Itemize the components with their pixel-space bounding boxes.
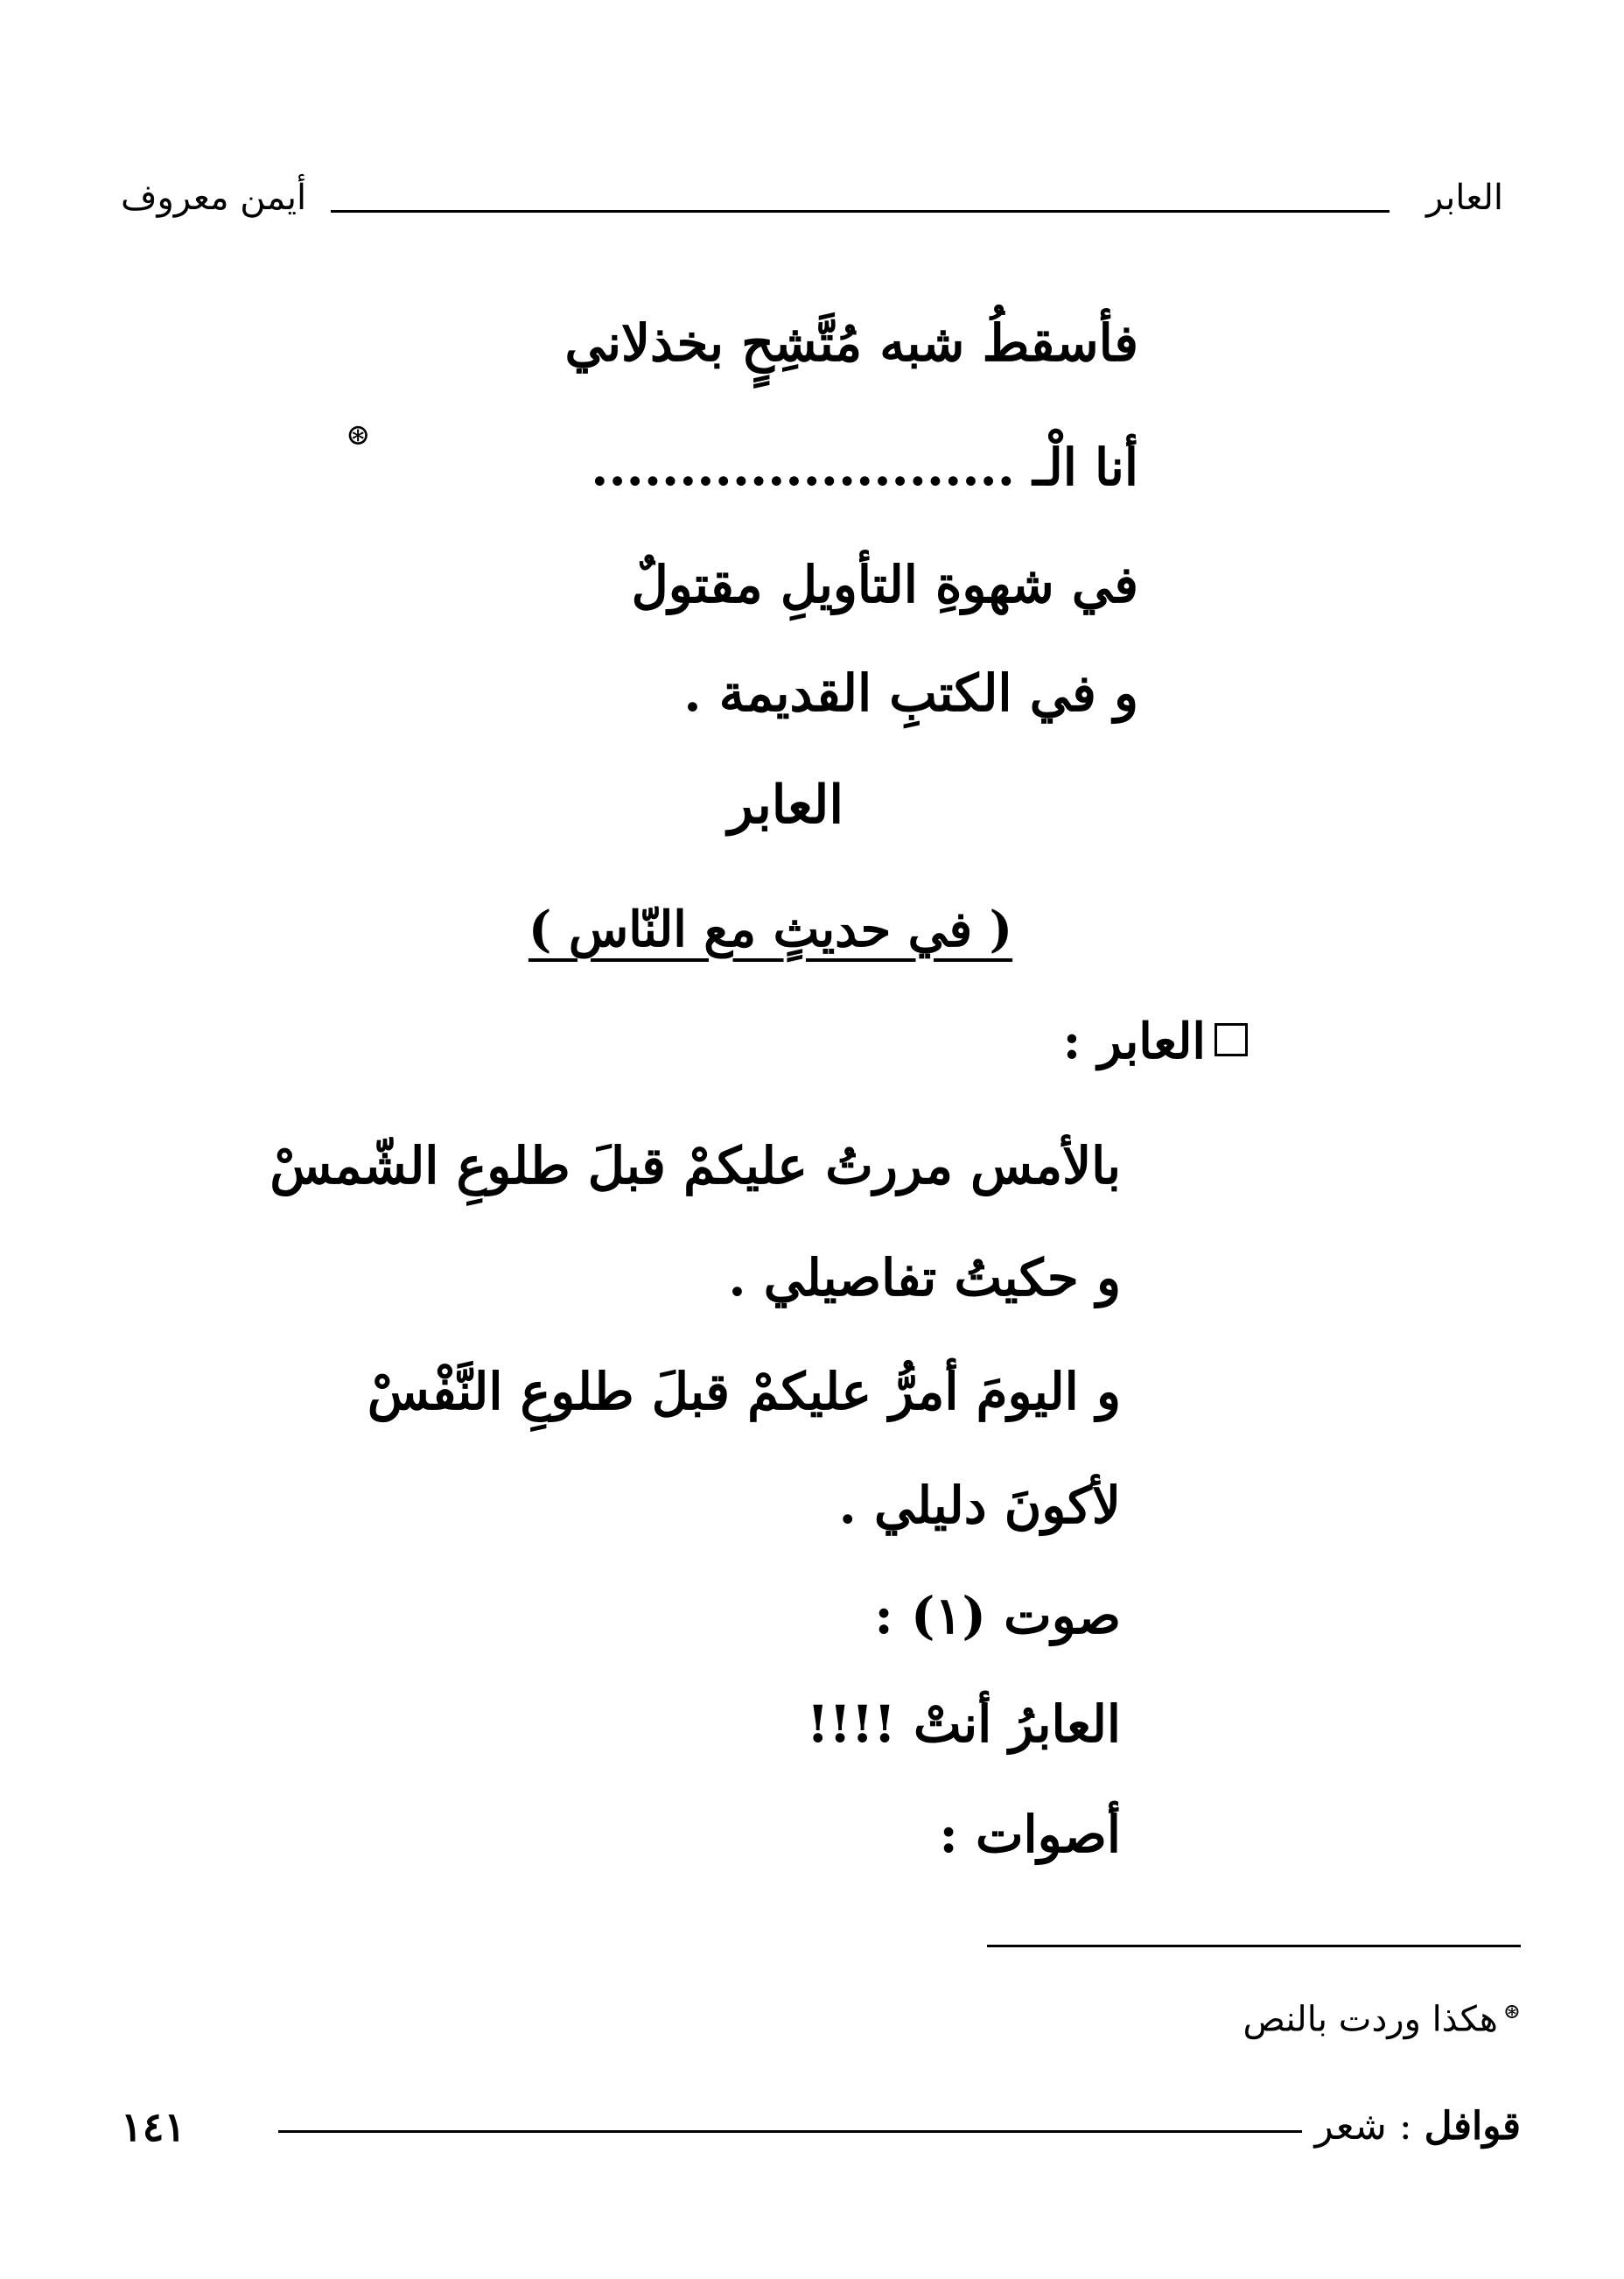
poem-line: أنا الْـ ........................ [591,438,1138,497]
header-title: العابر [1426,178,1503,218]
footnote [1242,1985,1521,2045]
section-subtitle [0,894,1624,964]
page-number: ١٤١ [121,2103,186,2150]
header-author: أيمن معروف [121,178,307,218]
footer-book-subtitle: : شعر [1314,2104,1424,2149]
dialog-line: العابرُ أنتْ !!!! [806,1694,1121,1754]
footnote-star-icon: ⊛ [1502,1999,1521,2023]
footer-book-title [1314,2100,1521,2153]
speaker-line [1063,1006,1248,1076]
dialog-line: بالأمس مررتُ عليكمْ قبلَ طلوعِ الشّمسْ [270,1136,1121,1196]
header-rule [331,210,1390,213]
empty-square-icon [1214,1023,1248,1056]
dialog-line: صوت (١) : [874,1586,1121,1645]
dialog-line: و اليومَ أمرُّ عليكمْ قبلَ طلوعِ النَّفْسْ [367,1362,1121,1421]
footnote-text: هكذا وردت بالنص [1242,1999,1498,2040]
section-title-text: العابر [728,775,844,836]
poem-line: فأسقطُ شبه مُتَّشِحٍ بخذلاني [564,313,1138,373]
dialog-line: و حكيتُ تفاصيلي . [728,1248,1121,1308]
speaker-label: العابر : [1062,1013,1206,1070]
footer-rule [278,2130,1302,2133]
running-footer [121,2100,1521,2153]
dialog-line: أصوات : [939,1805,1121,1864]
section-title [0,770,1624,840]
footnote-star-icon: ⊛ [346,417,371,452]
footnote-rule [987,1945,1521,1947]
dialog-line: لأكونَ دليلي . [838,1476,1121,1535]
section-subtitle-text: ( في حديثٍ مع النّاس ) [528,901,1013,958]
poem-line: و في الكتبِ القديمة . [683,663,1138,723]
footer-book-name: قوافل [1424,2104,1521,2149]
poem-line: في شهوةِ التأويلِ مقتولٌ [631,555,1138,614]
running-header [121,172,1503,224]
